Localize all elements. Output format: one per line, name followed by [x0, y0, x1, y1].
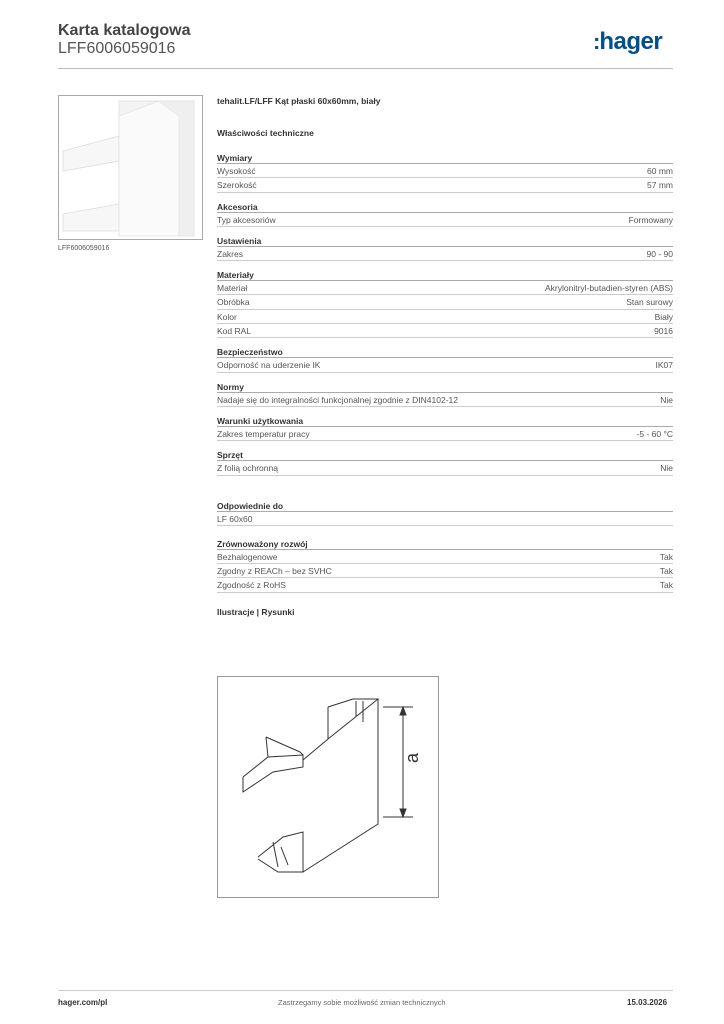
spec-label: Bezhalogenowe — [217, 551, 278, 562]
footer-date: 15.03.2026 — [627, 998, 668, 1007]
spec-label: Zakres — [217, 248, 243, 259]
spec-label: Kod RAL — [217, 326, 252, 337]
spec-group — [217, 450, 673, 475]
spec-value: Tak — [659, 551, 673, 562]
spec-label: Z folią ochronną — [217, 463, 278, 474]
spec-row — [217, 281, 673, 295]
product-photo — [58, 95, 203, 240]
spec-label: Szerokość — [217, 180, 257, 191]
footer-notice: Zastrzegamy sobie możliwość zmian technicznych — [278, 998, 446, 1007]
spec-value: Biały — [654, 311, 673, 322]
spec-group-title: Materiały — [217, 270, 673, 281]
suitable-title: Odpowiednie do — [217, 501, 673, 512]
spec-value: 60 mm — [647, 166, 673, 176]
spec-group — [217, 347, 673, 372]
spec-value: 57 mm — [647, 180, 673, 191]
spec-value: Formowany — [628, 214, 673, 225]
spec-row — [217, 578, 673, 592]
page-title: Karta katalogowa — [58, 22, 191, 39]
spec-value: Nie — [660, 463, 673, 474]
footer-divider — [58, 990, 673, 991]
spec-value: Tak — [659, 566, 673, 577]
spec-row — [217, 550, 673, 564]
dimension-label: a — [402, 752, 422, 763]
product-title: tehalit.LF/LFF Kąt płaski 60x60mm, biały — [217, 96, 381, 106]
spec-label: LF 60x60 — [217, 513, 253, 524]
spec-value: Stan surowy — [626, 297, 673, 308]
spec-value: 90 - 90 — [646, 248, 673, 259]
header-divider — [58, 68, 673, 69]
spec-label: Kolor — [217, 311, 237, 322]
spec-group — [217, 236, 673, 261]
sustainability-group — [217, 539, 673, 593]
product-code: LFF6006059016 — [58, 40, 176, 57]
spec-label: Odporność na uderzenie IK — [217, 360, 321, 371]
spec-group — [217, 153, 673, 193]
spec-row — [217, 310, 673, 324]
spec-row — [217, 324, 673, 338]
spec-group-title: Normy — [217, 382, 673, 393]
spec-value: IK07 — [655, 360, 673, 371]
spec-label: Zgodność z RoHS — [217, 580, 286, 591]
illustrations-heading: Ilustracje | Rysunki — [217, 606, 295, 617]
spec-group-title: Akcesoria — [217, 202, 673, 213]
spec-label: Wysokość — [217, 166, 256, 176]
logo-dots: : — [593, 29, 599, 54]
spec-value: 9016 — [654, 326, 673, 337]
spec-row — [217, 295, 673, 309]
spec-label: Zakres temperatur pracy — [217, 428, 310, 439]
spec-group — [217, 202, 673, 227]
spec-row — [217, 247, 673, 261]
spec-row — [217, 178, 673, 192]
spec-group-title: Sprzęt — [217, 450, 673, 461]
suitable-group — [217, 501, 673, 526]
spec-value: Nie — [660, 394, 673, 405]
technical-drawing — [217, 676, 439, 898]
tech-properties-heading: Właściwości techniczne — [217, 128, 314, 138]
spec-value: -5 - 60 °C — [636, 428, 673, 439]
spec-group-title: Bezpieczeństwo — [217, 347, 673, 358]
spec-row — [217, 358, 673, 372]
spec-group-title: Ustawienia — [217, 236, 673, 247]
spec-label: Materiał — [217, 283, 248, 294]
footer-site-link[interactable]: hager.com/pl — [58, 998, 108, 1007]
sustainability-title: Zrównoważony rozwój — [217, 539, 673, 550]
spec-label: Nadaje się do integralności funkcjonalnej zgodnie z DIN4102-12 — [217, 394, 458, 405]
spec-value: Tak — [659, 580, 673, 591]
spec-value: Akrylonitryl-butadien-styren (ABS) — [544, 283, 673, 294]
spec-content — [217, 96, 673, 617]
spec-row — [217, 564, 673, 578]
spec-row — [217, 393, 673, 407]
spec-row — [217, 427, 673, 441]
spec-label: Zgodny z REACh – bez SVHC — [217, 566, 332, 577]
photo-caption: LFF6006059016 — [58, 245, 110, 252]
hager-logo — [593, 28, 662, 56]
spec-group — [217, 416, 673, 441]
spec-group — [217, 382, 673, 407]
spec-groups — [217, 153, 673, 476]
spec-group-title: Wymiary — [217, 153, 673, 164]
spec-row — [217, 512, 673, 526]
spec-label: Obróbka — [217, 297, 250, 308]
spec-group — [217, 270, 673, 338]
spec-row — [217, 213, 673, 227]
spec-row — [217, 461, 673, 475]
spec-row — [217, 164, 673, 178]
spec-group-title: Warunki użytkowania — [217, 416, 673, 427]
logo-text: hager — [599, 28, 663, 55]
spec-label: Typ akcesoriów — [217, 214, 276, 225]
